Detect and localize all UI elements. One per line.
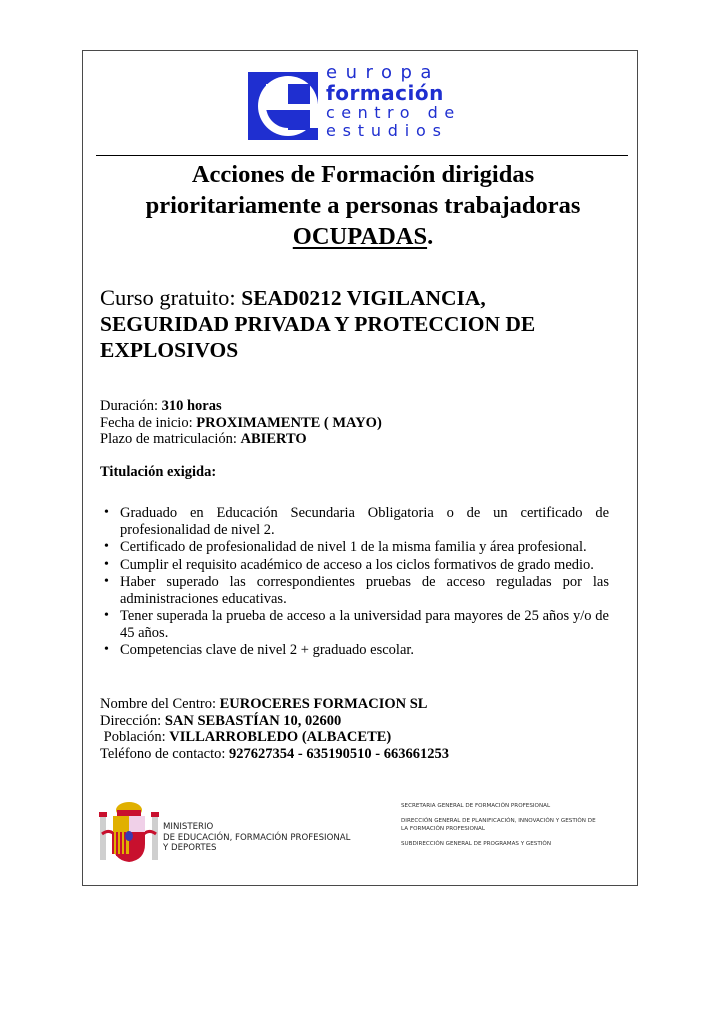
course-name-2: SEGURIDAD PRIVADA Y PROTECCION DE [100, 312, 536, 336]
phone-value: 927627354 - 635190510 - 663661253 [229, 745, 449, 762]
address-value: SAN SEBASTÍAN 10, 02600 [164, 712, 342, 729]
headline-line-3 [90, 221, 636, 252]
ministry-line-1: MINISTERIO [163, 822, 214, 832]
europa-formacion-logo [248, 64, 474, 144]
logo-line-formacion: formación [326, 81, 444, 105]
headline-line-2: prioritariamente a personas trabajadoras [145, 192, 581, 219]
ministry-logo [98, 798, 388, 868]
ministry-line-2: DE EDUCACIÓN, FORMACIÓN PROFESIONAL [163, 832, 351, 843]
address-label: Dirección: [100, 712, 165, 729]
requirements-list [104, 505, 609, 660]
requirement-item: • Graduado en Educación Secundaria Obligatoria o de un certificado de profesionalidad de nivel 2. [104, 505, 609, 538]
course-details [100, 398, 382, 448]
secretaria-line: SECRETARIA GENERAL DE FORMACIÓN PROFESIONAL [401, 803, 551, 809]
header-divider [96, 155, 628, 156]
center-info [100, 696, 449, 762]
direccion-line-1: DIRECCIÓN GENERAL DE PLANIFICACIÓN, INNOVACIÓN Y GESTIÓN DE [401, 818, 596, 824]
town-value: VILLARROBLEDO (ALBACETE) [169, 729, 392, 745]
government-departments [401, 803, 596, 848]
center-name-value: EUROCERES FORMACION SL [219, 696, 428, 712]
requirement-item: • Tener superada la prueba de acceso a la universidad para mayores de 25 años y/o de 45 años. [104, 608, 609, 641]
start-date-value: PROXIMAMENTE ( MAYO) [196, 414, 382, 431]
headline-ocupadas: OCUPADAS [292, 223, 428, 250]
center-name-label: Nombre del Centro: [100, 696, 220, 712]
requirement-item: • Competencias clave de nivel 2 + graduado escolar. [104, 642, 609, 659]
course-name-1: SEAD0212 VIGILANCIA, [241, 286, 486, 310]
e-logo-icon [248, 70, 318, 142]
phone-label: Teléfono de contacto: [100, 745, 230, 762]
requirement-item: • Cumplir el requisito académico de acceso a los ciclos formativos de grado medio. [104, 557, 609, 574]
headline [90, 159, 636, 252]
course-name-3: EXPLOSIVOS [100, 338, 239, 362]
start-date-label: Fecha de inicio: [100, 414, 197, 431]
subdireccion-line: SUBDIRECCIÓN GENERAL DE PROGRAMAS Y GESTIÓN [401, 840, 552, 847]
requirement-item: • Haber superado las correspondientes pruebas de acceso reguladas por las administraciones educativas. [104, 574, 609, 607]
enrollment-label: Plazo de matriculación: [100, 431, 241, 447]
logo-line-centro: centro de [326, 103, 461, 122]
enrollment-value: ABIERTO [240, 431, 307, 447]
logo-line-europa: europa [326, 62, 440, 83]
town-label: Población: [100, 729, 170, 745]
duration-label: Duración: [100, 398, 162, 414]
direccion-line-2: LA FORMACIÓN PROFESIONAL [401, 825, 485, 832]
requirement-item: • Certificado de profesionalidad de nivel 1 de la misma familia y área profesional. [104, 539, 609, 556]
requirements-title: Titulación exigida: [100, 464, 217, 480]
logo-line-estudios: estudios [326, 121, 448, 140]
coat-of-arms-icon [98, 798, 160, 864]
course-title [100, 285, 640, 363]
headline-period: . [427, 223, 434, 250]
duration-value: 310 horas [161, 398, 222, 414]
headline-line-1: Acciones de Formación dirigidas [191, 161, 535, 188]
course-label: Curso gratuito: [100, 285, 242, 310]
ministry-line-3: Y DEPORTES [163, 843, 217, 853]
